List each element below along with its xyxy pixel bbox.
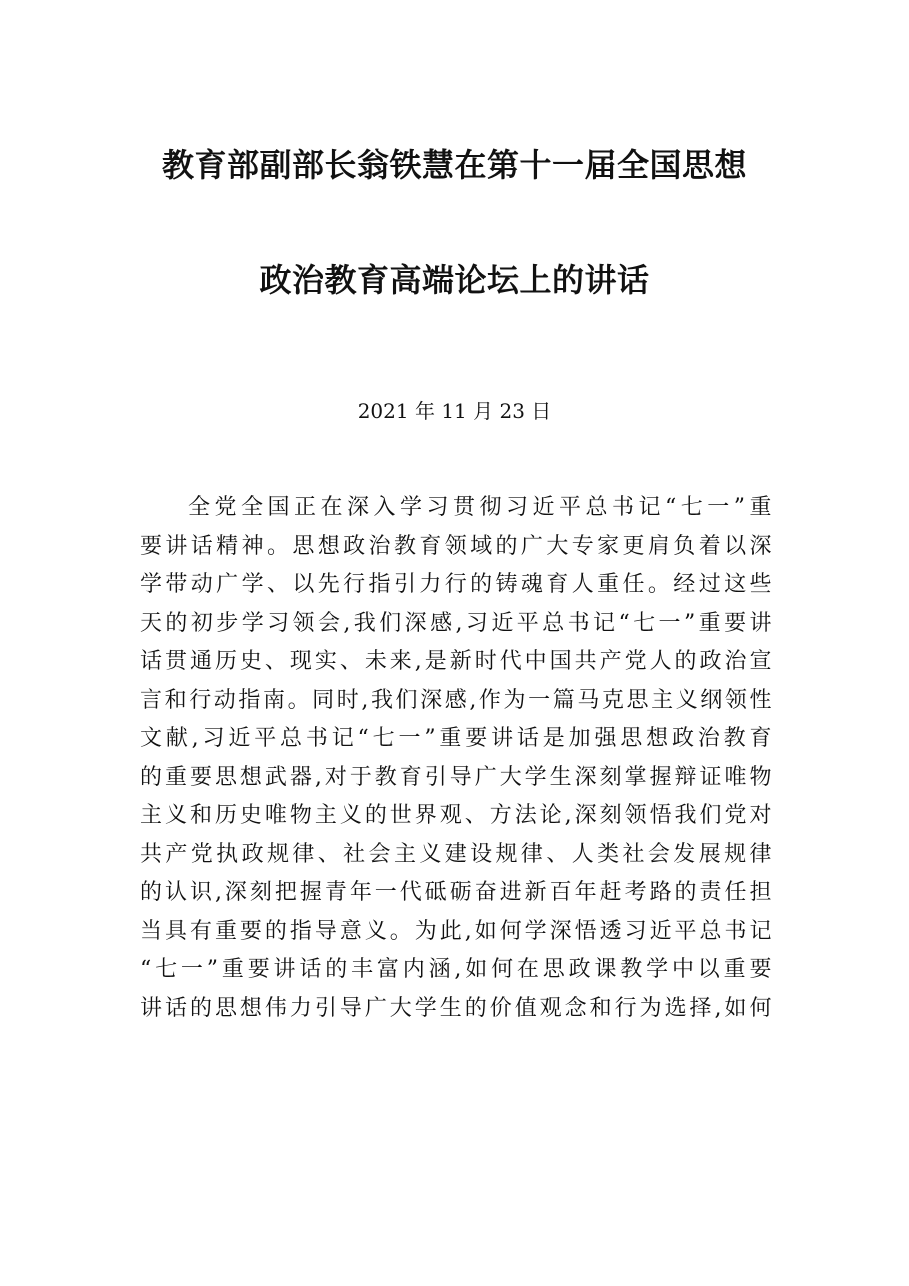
body-line: 文献,习近平总书记“七一”重要讲话是加强思想政治教育: [140, 726, 772, 751]
body-line: 的认识,深刻把握青年一代砥砺奋进新百年赶考路的责任担: [140, 880, 772, 905]
body-line: 言和行动指南。同时,我们深感,作为一篇马克思主义纲领性: [140, 687, 772, 713]
document-title-line-2: 政治教育高端论坛上的讲话: [259, 261, 650, 299]
body-line: 学带动广学、以先行指引力行的铸魂育人重任。经过这些: [140, 572, 772, 597]
body-line: 当具有重要的指导意义。为此,如何学深悟透习近平总书记: [140, 918, 772, 944]
body-line: 全党全国正在深入学习贯彻习近平总书记“七一”重: [188, 495, 772, 520]
body-line: 主义和历史唯物主义的世界观、方法论,深刻领悟我们党对: [140, 803, 772, 828]
body-line: 要讲话精神。思想政治教育领域的广大专家更肩负着以深: [140, 533, 772, 559]
body-line: 的重要思想武器,对于教育引导广大学生深刻掌握辩证唯物: [140, 764, 772, 790]
body-line: 话贯通历史、现实、未来,是新时代中国共产党人的政治宣: [140, 649, 772, 674]
body-line: 讲话的思想伟力引导广大学生的价值观念和行为选择,如何: [140, 995, 772, 1021]
body-line: 天的初步学习领会,我们深感,习近平总书记“七一”重要讲: [140, 610, 772, 636]
body-line: 共产党执政规律、社会主义建设规律、人类社会发展规律: [140, 841, 772, 867]
document-title-line-1: 教育部副部长翁铁慧在第十一届全国思想: [161, 146, 747, 184]
document-date: 2021 年 11 月 23 日: [357, 399, 552, 423]
document-body: [140, 489, 772, 1028]
body-line: “七一”重要讲话的丰富内涵,如何在思政课教学中以重要: [140, 957, 772, 982]
